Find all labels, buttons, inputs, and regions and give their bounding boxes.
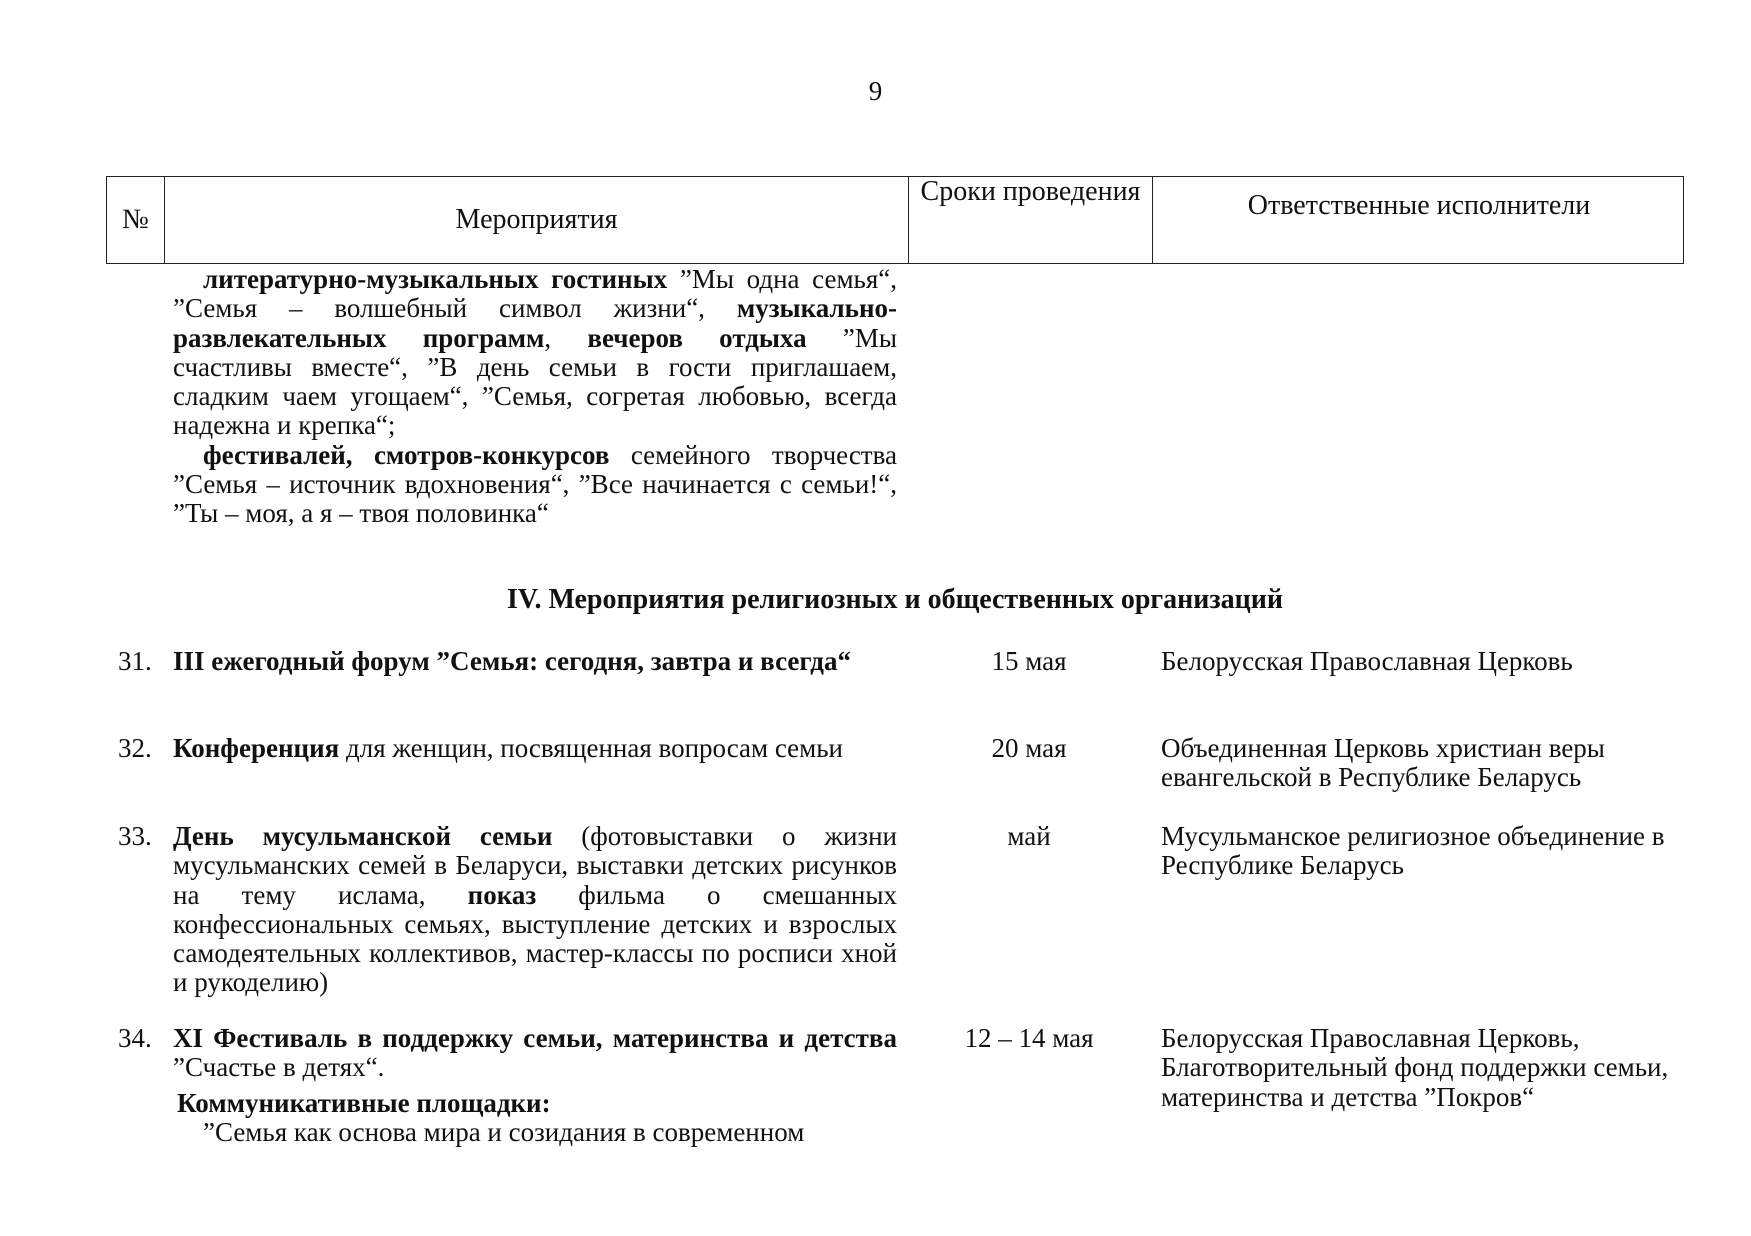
continuation-text bbox=[173, 265, 897, 529]
row-executor: Белорусская Православная Церковь, Благотворительный фонд поддержки семьи, материнства и детства ”Покров“ bbox=[1161, 1023, 1669, 1112]
text-run: семейного творчества ”Семья – источник вдохновения“, ”Все начинается с семьи!“, ”Ты – моя, а я – твоя половинка“ bbox=[173, 439, 897, 529]
header-executors: Ответственные исполнители bbox=[1152, 177, 1685, 263]
sub-text: ”Семья как основа мира и созидания в современном bbox=[203, 1116, 805, 1147]
row-date: 15 мая bbox=[991, 646, 1067, 676]
row-number: 31. bbox=[118, 646, 152, 676]
text-run: , bbox=[544, 322, 588, 353]
row-executor: Мусульманское религиозное объединение в Республике Беларусь bbox=[1161, 821, 1665, 881]
row-date: 12 – 14 мая bbox=[964, 1023, 1094, 1053]
bold-phrase: литературно-музыкальных гостиных bbox=[203, 264, 668, 294]
event-title bbox=[173, 1024, 897, 1083]
header-events: Мероприятия bbox=[164, 177, 908, 263]
bold-phrase: День мусульманской семьи bbox=[173, 821, 553, 851]
row-event bbox=[173, 734, 897, 763]
continuation-paragraph-1 bbox=[173, 265, 897, 441]
bold-phrase: вечеров отдыха bbox=[587, 322, 807, 353]
row-date: май bbox=[1007, 821, 1051, 851]
row-executor: Белорусская Православная Церковь bbox=[1161, 646, 1573, 676]
bold-phrase: Конференция bbox=[173, 733, 340, 763]
text-run: (фотовыставки о жизни мусульманских семей в Беларуси, выставки детских рисунков на тему ислама, bbox=[173, 821, 897, 910]
bold-phrase: фестивалей, смотров-конкурсов bbox=[203, 439, 610, 470]
bold-phrase: III ежегодный форум ”Семья: сегодня, завтра и всегда“ bbox=[173, 646, 851, 676]
bold-phrase: музыкально-развлекательных программ bbox=[173, 293, 897, 353]
text-run: фильма о смешанных конфессиональных семьях, выступление детских и взрослых самодеятельных коллективов, мастер-классы по росписи хной и рукоделию) bbox=[173, 879, 897, 998]
text-run: ”Мы счастливы вместе“, ”В день семьи в гости приглашаем, сладким чаем угощаем“, ”Семья, согретая любовью, всегда надежна и крепка“; bbox=[173, 322, 897, 441]
row-number: 34. bbox=[118, 1023, 152, 1053]
row-executor: Объединенная Церковь христиан веры евангельской в Республике Беларусь bbox=[1161, 733, 1605, 793]
row-event bbox=[173, 1024, 897, 1147]
continuation-paragraph-2 bbox=[173, 441, 897, 529]
row-event bbox=[173, 822, 897, 998]
header-number: № bbox=[122, 204, 149, 235]
text-run: для женщин, посвященная вопросам семьи bbox=[339, 733, 843, 763]
row-event bbox=[173, 647, 897, 676]
sub-heading: Коммуникативные площадки: bbox=[177, 1087, 551, 1118]
table-header bbox=[106, 176, 1684, 264]
bold-phrase: показ bbox=[467, 879, 537, 910]
row-date: 20 мая bbox=[991, 733, 1067, 763]
header-dates: Сроки проведения bbox=[908, 177, 1152, 263]
row-number: 33. bbox=[118, 821, 152, 851]
row-number: 32. bbox=[118, 733, 152, 763]
page-number: 9 bbox=[868, 76, 883, 106]
section-heading: IV. Мероприятия религиозных и общественных организаций bbox=[506, 584, 1284, 615]
text-run: ”Мы одна семья“, ”Семья – волшебный символ жизни“, bbox=[173, 264, 897, 324]
bold-phrase: XI Фестиваль в поддержку семьи, материнства и детства bbox=[173, 1023, 897, 1053]
text-run: ”Счастье в детях“. bbox=[173, 1052, 385, 1083]
